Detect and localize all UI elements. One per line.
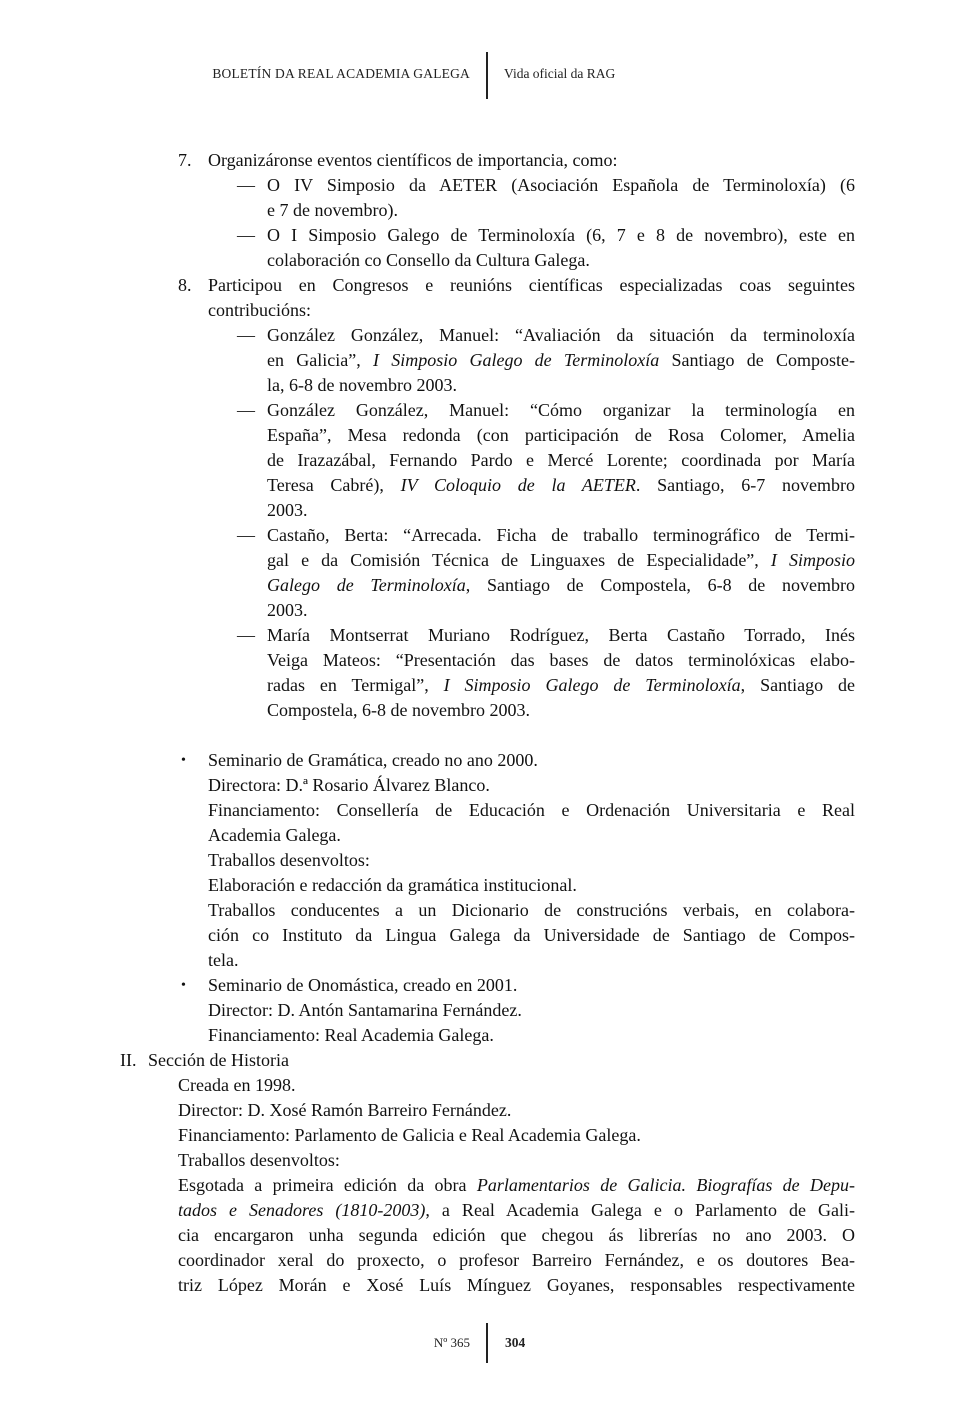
seminar-title: Seminario de Onomástica, creado en 2001.: [208, 975, 518, 995]
text-run: gal e da Comisión Técnica de Linguaxes de Especialidade”,: [267, 550, 771, 570]
contribution-line: [267, 348, 855, 373]
text-run: radas en Termigal”,: [267, 675, 444, 695]
sub-item-line: O IV Simposio da AETER (Asociación Española de Terminoloxía) (6: [267, 175, 855, 195]
contribution-line: de Irazazábal, Fernando Pardo e Mercé Lorente; coordinada por María: [267, 450, 855, 470]
dash-marker: —: [237, 325, 255, 345]
seminar-line: Financiamento: Consellería de Educación e Ordenación Universitaria e Real: [208, 800, 855, 820]
contribution-line: [267, 548, 855, 573]
sub-item-line: colaboración co Consello da Cultura Galega.: [267, 250, 590, 270]
event-title: I Simposio: [770, 550, 856, 570]
event-title: IV Coloquio de la AETER: [400, 475, 636, 495]
paragraph-line: [178, 1173, 855, 1198]
book-title: tados e Senadores (1810-2003): [178, 1200, 426, 1220]
contribution-line: Compostela, 6-8 de novembro 2003.: [267, 700, 530, 720]
running-header: [0, 52, 975, 100]
paragraph-line: [178, 1198, 855, 1223]
seminar-line: Traballos conducentes a un Dicionario de construcións verbais, en colabora-: [208, 900, 855, 920]
text-run: , Santiago de Compostela, 6-8 de novembro: [465, 575, 855, 595]
text-run: , Santiago de: [740, 675, 855, 695]
text-run: . Santiago, 6-7 novembro: [635, 475, 855, 495]
paragraph-line: coordinador xeral do proxecto, o profesor Barreiro Fernández, e os doutores Bea-: [178, 1250, 855, 1270]
bullet-icon: •: [181, 978, 186, 993]
dash-marker: —: [237, 225, 255, 245]
journal-title: BOLETÍN DA REAL ACADEMIA GALEGA: [212, 66, 470, 81]
text-run: Teresa Cabré),: [267, 475, 401, 495]
dash-marker: —: [237, 525, 255, 545]
contribution-line: 2003.: [267, 600, 308, 620]
page-number: 304: [505, 1335, 526, 1350]
section-line: Traballos desenvoltos:: [178, 1150, 340, 1170]
item-number: 7.: [178, 150, 192, 170]
item-number: 8.: [178, 275, 192, 295]
contribution-line: [267, 573, 855, 598]
contribution-line: España”, Mesa redonda (con participación de Rosa Colomer, Amelia: [267, 425, 855, 445]
book-title: Parlamentarios de Galicia. Biografías de Depu-: [476, 1175, 855, 1195]
seminar-line: Academia Galega.: [208, 825, 341, 845]
seminar-line: Financiamento: Real Academia Galega.: [208, 1025, 494, 1045]
contribution-line: [267, 473, 855, 498]
sub-item-line: e 7 de novembro).: [267, 200, 398, 220]
section-number: II.: [120, 1050, 137, 1070]
item-text: contribucións:: [208, 300, 311, 320]
item-text: Participou en Congresos e reunións científicas especializadas coas seguintes: [208, 275, 855, 295]
header-divider: [486, 52, 488, 99]
footer-divider: [486, 1323, 488, 1363]
event-title: I Simposio Galego de Terminoloxía: [372, 350, 660, 370]
contribution-line: González González, Manuel: “Avaliación da situación da terminoloxía: [267, 325, 855, 345]
contribution-line: la, 6-8 de novembro 2003.: [267, 375, 457, 395]
bullet-icon: •: [181, 753, 186, 768]
contribution-line: Veiga Mateos: “Presentación das bases de datos terminolóxicas elabo-: [267, 650, 855, 670]
text-run: Esgotada a primeira edición da obra: [178, 1175, 477, 1195]
seminar-line: tela.: [208, 950, 239, 970]
seminar-line: ción co Instituto da Lingua Galega da Universidade de Santiago de Compos-: [208, 925, 855, 945]
text-run: Santiago de Composte-: [659, 350, 856, 370]
seminar-line: Traballos desenvoltos:: [208, 850, 370, 870]
seminar-title: Seminario de Gramática, creado no ano 2000.: [208, 750, 538, 770]
section-title: Vida oficial da RAG: [504, 66, 616, 81]
contribution-line: María Montserrat Muriano Rodríguez, Berta Castaño Torrado, Inés: [267, 625, 855, 645]
issue-number: Nº 365: [433, 1335, 470, 1350]
contribution-line: 2003.: [267, 500, 308, 520]
contribution-line: [267, 673, 855, 698]
section-line: Creada en 1998.: [178, 1075, 296, 1095]
section-heading: Sección de Historia: [148, 1050, 289, 1070]
text-run: , a Real Academia Galega e o Parlamento de Gali-: [425, 1200, 855, 1220]
dash-marker: —: [237, 400, 255, 420]
seminar-line: Directora: D.ª Rosario Álvarez Blanco.: [208, 775, 490, 795]
page-footer: [0, 1323, 975, 1365]
section-line: Director: D. Xosé Ramón Barreiro Fernández.: [178, 1100, 512, 1120]
event-title: I Simposio Galego de Terminoloxía: [443, 675, 741, 695]
paragraph-line: triz López Morán e Xosé Luís Mínguez Goyanes, responsables respectivamente: [178, 1275, 855, 1295]
seminar-line: Elaboración e redacción da gramática institucional.: [208, 875, 577, 895]
contribution-line: González González, Manuel: “Cómo organizar la terminología en: [267, 400, 855, 420]
event-title: Galego de Terminoloxía: [267, 575, 466, 595]
dash-marker: —: [237, 625, 255, 645]
text-run: en Galicia”,: [267, 350, 373, 370]
seminar-line: Director: D. Antón Santamarina Fernández.: [208, 1000, 522, 1020]
paragraph-line: cia encargaron unha segunda edición que chegou ás librerías no ano 2003. O: [178, 1225, 855, 1245]
dash-marker: —: [237, 175, 255, 195]
section-line: Financiamento: Parlamento de Galicia e Real Academia Galega.: [178, 1125, 641, 1145]
contribution-line: Castaño, Berta: “Arrecada. Ficha de traballo terminográfico de Termi-: [267, 525, 855, 545]
item-text: Organizáronse eventos científicos de importancia, como:: [208, 150, 618, 170]
sub-item-line: O I Simposio Galego de Terminoloxía (6, 7 e 8 de novembro), este en: [267, 225, 855, 245]
